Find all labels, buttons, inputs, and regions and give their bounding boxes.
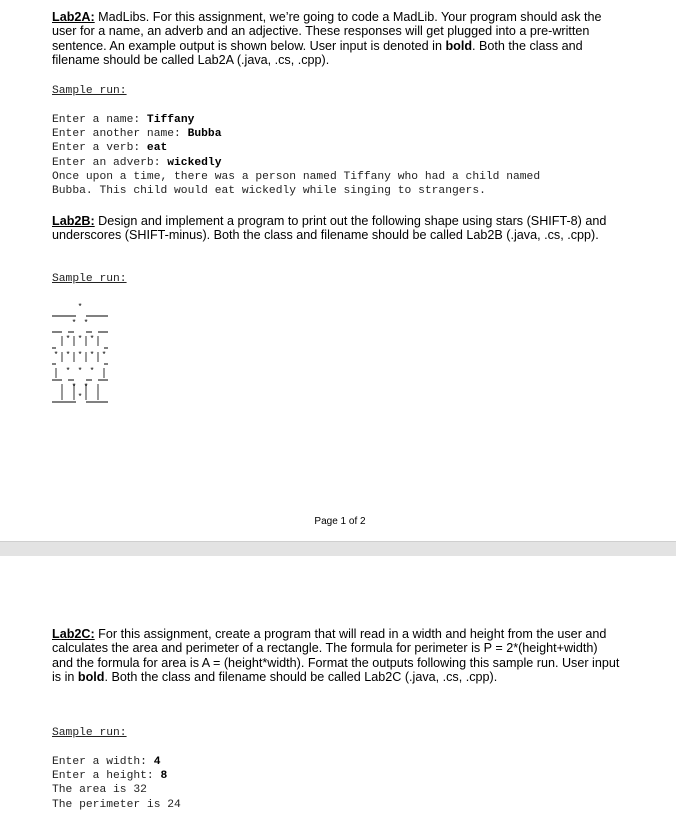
lab2a-text-part-1: MadLibs. For this assignment, we’re going to code a MadLib. Your program should ask the user for a name, an adverb and an adjective. These responses will get plugged into a pre-written sentence. An example output is shown below. User input is denoted in (52, 10, 602, 53)
user-input: Tiffany (146, 114, 195, 126)
star: * (83, 319, 89, 328)
prompt-text: Enter an adverb: (52, 156, 168, 169)
lab2c-text-part-1: For this assignment, create a program that will read in a width and height from the user and calculates the area and perimeter of a rectangle. The formula for perimeter is P = 2*(height+width) and the formula for area is A = (height*width). Format the outputs following this sample run. User input is in (52, 627, 620, 685)
user-input: Bubba (187, 128, 222, 141)
star: * (65, 351, 71, 360)
lab2c-heading: Lab2C: (52, 627, 95, 641)
page-separator (0, 541, 676, 556)
lab2a-description (52, 10, 622, 68)
prompt-text: Enter a verb: (52, 142, 147, 155)
lab2b-text: Design and implement a program to print out the following shape using stars (SHIFT-8) and underscores (SHIFT-minus). Both the class and filename should be called Lab2B (.java, .cs, .cpp). (52, 214, 607, 243)
star: * (89, 335, 95, 344)
lab2c-sample-run-label: Sample run: (52, 727, 127, 739)
lab2c-sample-output (52, 755, 181, 812)
star: * (101, 351, 107, 360)
user-input: 4 (153, 756, 161, 768)
lab2a-heading: Lab2A: (52, 10, 95, 24)
user-input: 8 (160, 770, 168, 783)
lab2c-text-part-2: . Both the class and filename should be called Lab2C (.java, .cs, .cpp). (104, 670, 498, 685)
sample-line (52, 156, 540, 170)
star: * (77, 303, 83, 312)
lab2b-sample-run-label: Sample run: (52, 273, 127, 285)
user-input: eat (146, 142, 168, 155)
lab2c-bold-word: bold (77, 670, 105, 685)
lab2a-sample-run-label: Sample run: (52, 85, 127, 97)
sample-line (52, 755, 181, 769)
star: * (83, 383, 89, 392)
star: * (65, 335, 71, 344)
star-shape-figure (50, 296, 112, 410)
prompt-text: Enter a width: (52, 756, 154, 768)
output-line: The area is 32 (52, 784, 147, 797)
star: * (71, 319, 77, 328)
sample-line (52, 127, 540, 141)
lab2c-description (52, 627, 622, 685)
lab2a-bold-word: bold (445, 38, 473, 53)
output-line: The perimeter is 24 (52, 798, 181, 811)
prompt-text: Enter another name: (52, 128, 188, 141)
star: * (77, 335, 83, 344)
star: * (77, 351, 83, 360)
prompt-text: Enter a height: (52, 770, 161, 783)
lab2b-description (52, 214, 622, 243)
output-line: Once upon a time, there was a person named Tiffany who had a child named (52, 170, 541, 183)
star: * (89, 351, 95, 360)
sample-line (52, 769, 181, 783)
star: * (77, 393, 83, 402)
star: * (65, 367, 71, 376)
lab2b-heading: Lab2B: (52, 214, 95, 228)
star: * (89, 367, 95, 376)
user-input: wickedly (167, 156, 222, 169)
lab2a-sample-output (52, 113, 540, 198)
output-line: Bubba. This child would eat wickedly while singing to strangers. (52, 185, 486, 198)
star: * (77, 367, 83, 376)
prompt-text: Enter a name: (52, 114, 147, 126)
sample-line (52, 113, 540, 127)
star: * (71, 383, 77, 392)
lab2a-text-part-2: . Both the class and filename should be called Lab2A (.java, .cs, .cpp). (52, 38, 583, 68)
star: * (53, 351, 59, 360)
page-number: Page 1 of 2 (314, 516, 366, 527)
sample-line (52, 141, 540, 155)
document-page-2 (0, 556, 676, 817)
shape-stars (54, 303, 107, 402)
